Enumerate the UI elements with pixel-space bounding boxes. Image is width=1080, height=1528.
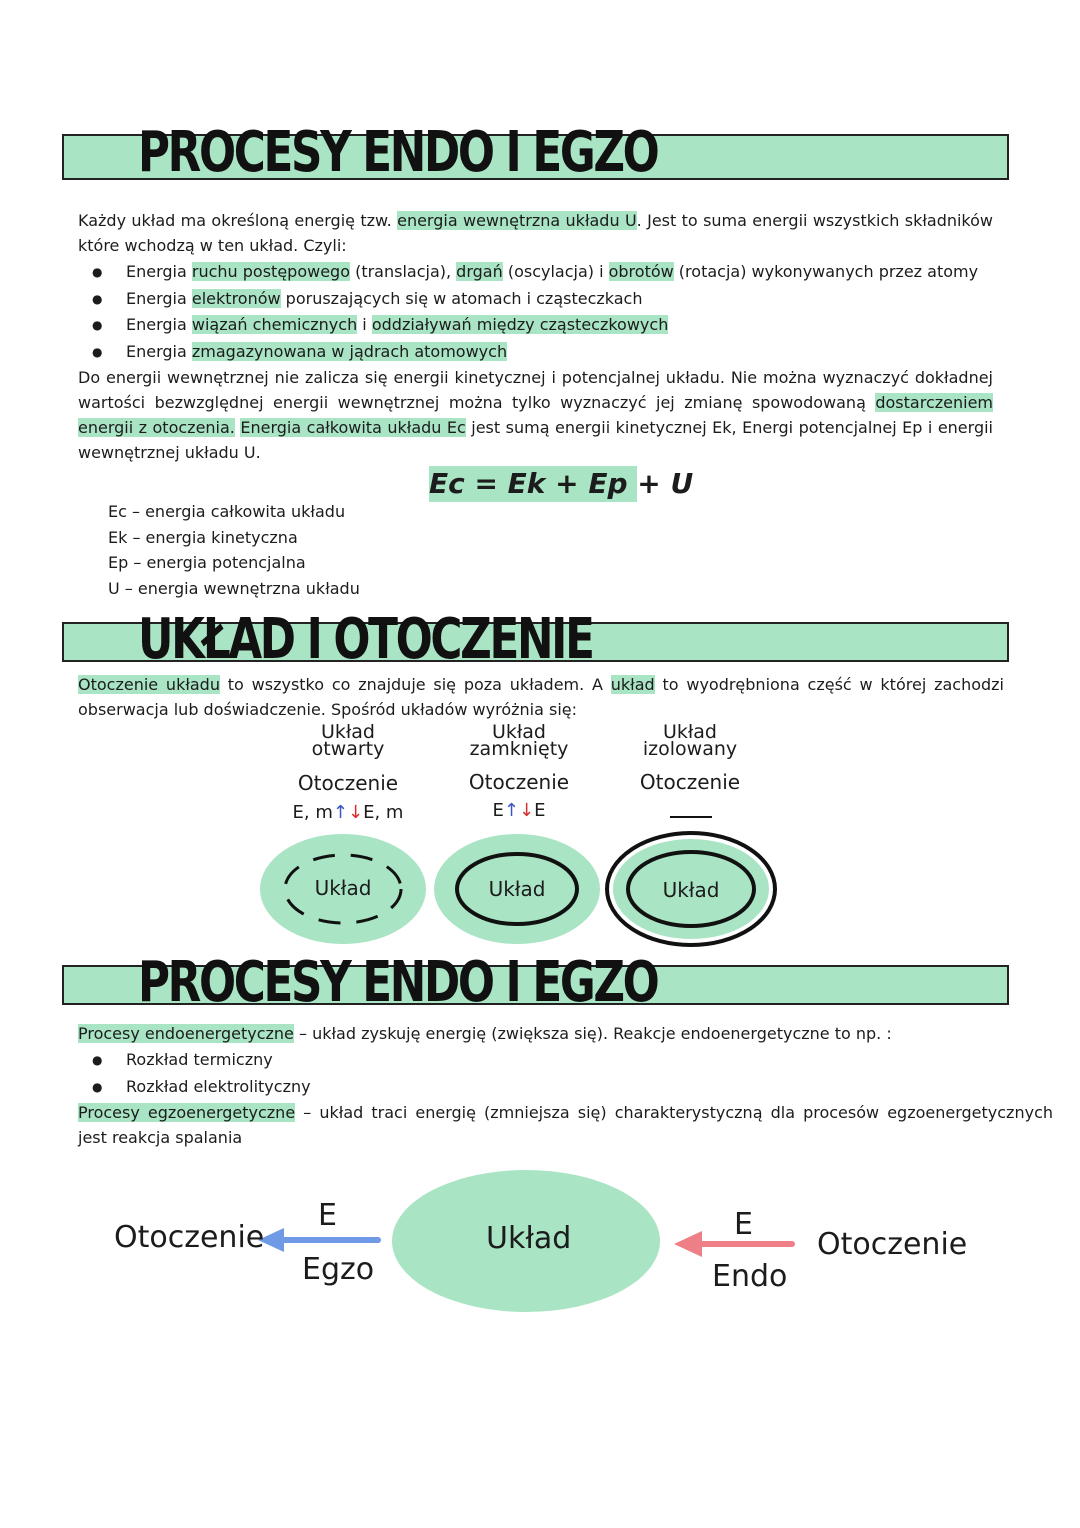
egzo-environment-label: Otoczenie <box>114 1220 265 1255</box>
section2-title: UKŁAD I OTOCZENIE <box>138 607 593 672</box>
section1-title: PROCESY ENDO I EGZO <box>138 120 658 185</box>
endo-examples-list <box>92 1047 311 1100</box>
list-item: ● Energia wiązań chemicznych i oddziaływań między cząsteczkowych <box>92 312 978 339</box>
environment-label: Otoczenie <box>297 771 399 795</box>
open-system-label: Układ otwarty <box>311 721 385 760</box>
list-item: ● Energia elektronów poruszających się w atomach i cząsteczkach <box>92 286 978 313</box>
open-system-flow: E, m↑↓E, m <box>292 802 404 823</box>
environment-label: Otoczenie <box>468 770 570 794</box>
legend-item: Ec – energia całkowita układu <box>108 502 346 521</box>
system-inner-label: Układ <box>314 876 372 900</box>
closed-system-label: Układ zamknięty <box>469 721 569 760</box>
system-definition-paragraph: Otoczenie układu to wszystko co znajduje się poza układem. A układ to wyodrębniona część w której zachodzi obserwacja lub doświadczenie. Spośród układów wyróżnia się: <box>78 675 1004 719</box>
arrow-up-icon: ↑ <box>332 802 348 823</box>
list-item: ● Energia zmagazynowana w jądrach atomowych <box>92 339 978 366</box>
egzo-label: Egzo <box>302 1252 375 1287</box>
legend-item: Ek – energia kinetyczna <box>108 527 298 547</box>
no-flow-dash <box>670 816 712 818</box>
system-inner-label: Układ <box>488 877 546 901</box>
center-system-label: Układ <box>486 1221 572 1256</box>
endo-arrow-icon <box>674 1231 792 1257</box>
energy-components-list <box>92 259 978 365</box>
list-item: ● Rozkład elektrolityczny <box>92 1074 311 1101</box>
egzo-energy-label: E <box>318 1198 337 1233</box>
intro-paragraph: Każdy układ ma określoną energię tzw. energia wewnętrzna układu U. Jest to suma energii wszystkich składników które wchodzą w ten układ. Czyli: <box>78 211 994 255</box>
list-item: ● Rozkład termiczny <box>92 1047 311 1074</box>
system-inner-label: Układ <box>662 878 720 902</box>
arrow-down-icon: ↓ <box>519 800 535 821</box>
endo-energy-label: E <box>734 1207 753 1242</box>
arrow-up-icon: ↑ <box>503 800 519 821</box>
internal-energy-paragraph: Do energii wewnętrznej nie zalicza się energii kinetycznej i potencjalnej układu. Nie można wyznaczyć dokładnej wartości bezwzględnej energii wewnętrznej można tylko wyznaczyć jej zmianę spowodowaną dostarczeniem energii z otoczenia. Energia całkowita układu Ec jest sumą energii kinetycznej Ek, Energi potencjalnej Ep i energii wewnętrznej układu U. <box>78 368 993 462</box>
legend-item: U – energia wewnętrzna układu <box>108 578 360 598</box>
endo-environment-label: Otoczenie <box>817 1227 968 1262</box>
egzo-paragraph: Procesy egzoenergetyczne – układ traci energię (zmniejsza się) charakterystyczną dla procesów egzoenergetycznych jest reakcja spalania <box>78 1103 1054 1147</box>
legend-item: Ep – energia potencjalna <box>108 553 306 572</box>
closed-system-flow: E↑↓E <box>492 800 546 821</box>
arrow-down-icon: ↓ <box>348 802 364 823</box>
list-item: ● Energia ruchu postępowego (translacja), drgań (oscylacja) i obrotów (rotacja) wykonywanych przez atomy <box>92 259 978 286</box>
energy-formula: Ec = Ek + Ep + U <box>429 467 694 500</box>
section3-title: PROCESY ENDO I EGZO <box>138 950 658 1015</box>
formula-legend <box>108 499 360 601</box>
environment-label: Otoczenie <box>639 770 741 794</box>
endo-paragraph: Procesy endoenergetyczne – układ zyskuję energię (zwiększa się). Reakcje endoenergetyczne to np. : <box>78 1024 892 1043</box>
isolated-system-label: Układ izolowany <box>642 721 738 760</box>
endo-label: Endo <box>712 1259 788 1294</box>
